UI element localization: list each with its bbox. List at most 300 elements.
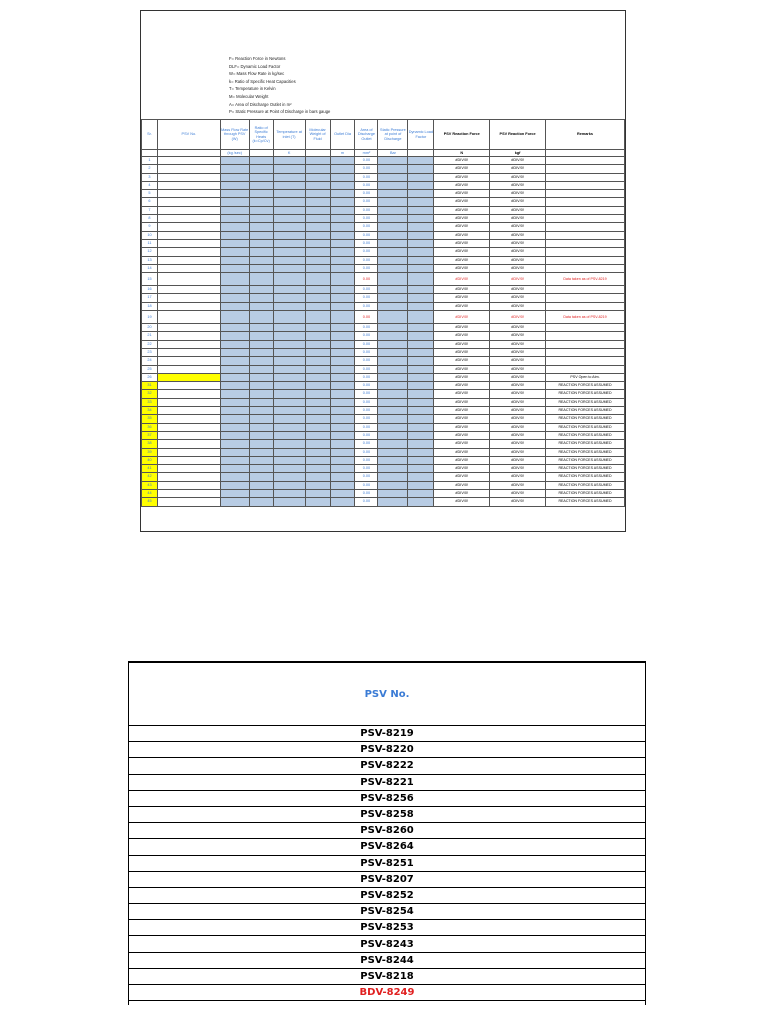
dlf-cell[interactable] <box>408 231 434 239</box>
dlf-cell[interactable] <box>408 473 434 481</box>
molecular-weight-cell[interactable] <box>305 357 330 365</box>
ratio-cell[interactable] <box>249 473 273 481</box>
ratio-cell[interactable] <box>249 190 273 198</box>
molecular-weight-cell[interactable] <box>305 286 330 294</box>
ratio-cell[interactable] <box>249 181 273 189</box>
outlet-dia-cell[interactable] <box>330 302 355 310</box>
ratio-cell[interactable] <box>249 423 273 431</box>
pressure-cell[interactable] <box>378 348 408 356</box>
ratio-cell[interactable] <box>249 302 273 310</box>
molecular-weight-cell[interactable] <box>305 173 330 181</box>
pressure-cell[interactable] <box>378 398 408 406</box>
mass-flow-cell[interactable] <box>220 248 249 256</box>
dlf-cell[interactable] <box>408 465 434 473</box>
outlet-dia-cell[interactable] <box>330 256 355 264</box>
outlet-dia-cell[interactable] <box>330 273 355 286</box>
outlet-dia-cell[interactable] <box>330 239 355 247</box>
ratio-cell[interactable] <box>249 465 273 473</box>
psv-cell[interactable] <box>157 398 220 406</box>
outlet-dia-cell[interactable] <box>330 473 355 481</box>
psv-cell[interactable] <box>157 440 220 448</box>
temperature-cell[interactable] <box>273 215 305 223</box>
temperature-cell[interactable] <box>273 294 305 302</box>
psv-cell[interactable] <box>157 231 220 239</box>
dlf-cell[interactable] <box>408 248 434 256</box>
ratio-cell[interactable] <box>249 215 273 223</box>
mass-flow-cell[interactable] <box>220 465 249 473</box>
dlf-cell[interactable] <box>408 206 434 214</box>
psv-cell[interactable] <box>157 302 220 310</box>
mass-flow-cell[interactable] <box>220 181 249 189</box>
pressure-cell[interactable] <box>378 390 408 398</box>
temperature-cell[interactable] <box>273 481 305 489</box>
pressure-cell[interactable] <box>378 431 408 439</box>
temperature-cell[interactable] <box>273 286 305 294</box>
outlet-dia-cell[interactable] <box>330 332 355 340</box>
molecular-weight-cell[interactable] <box>305 311 330 324</box>
outlet-dia-cell[interactable] <box>330 390 355 398</box>
dlf-cell[interactable] <box>408 190 434 198</box>
psv-cell[interactable] <box>157 273 220 286</box>
temperature-cell[interactable] <box>273 165 305 173</box>
molecular-weight-cell[interactable] <box>305 273 330 286</box>
temperature-cell[interactable] <box>273 256 305 264</box>
mass-flow-cell[interactable] <box>220 498 249 506</box>
outlet-dia-cell[interactable] <box>330 340 355 348</box>
temperature-cell[interactable] <box>273 190 305 198</box>
psv-cell[interactable] <box>157 165 220 173</box>
pressure-cell[interactable] <box>378 206 408 214</box>
mass-flow-cell[interactable] <box>220 357 249 365</box>
mass-flow-cell[interactable] <box>220 348 249 356</box>
temperature-cell[interactable] <box>273 498 305 506</box>
dlf-cell[interactable] <box>408 181 434 189</box>
psv-cell[interactable] <box>157 431 220 439</box>
outlet-dia-cell[interactable] <box>330 173 355 181</box>
temperature-cell[interactable] <box>273 448 305 456</box>
mass-flow-cell[interactable] <box>220 365 249 373</box>
psv-cell[interactable] <box>157 173 220 181</box>
psv-cell[interactable] <box>157 340 220 348</box>
pressure-cell[interactable] <box>378 448 408 456</box>
molecular-weight-cell[interactable] <box>305 294 330 302</box>
dlf-cell[interactable] <box>408 198 434 206</box>
dlf-cell[interactable] <box>408 324 434 332</box>
psv-cell[interactable] <box>157 215 220 223</box>
ratio-cell[interactable] <box>249 357 273 365</box>
psv-cell[interactable] <box>157 489 220 497</box>
psv-cell[interactable] <box>157 264 220 272</box>
ratio-cell[interactable] <box>249 390 273 398</box>
temperature-cell[interactable] <box>273 223 305 231</box>
pressure-cell[interactable] <box>378 340 408 348</box>
pressure-cell[interactable] <box>378 264 408 272</box>
molecular-weight-cell[interactable] <box>305 407 330 415</box>
mass-flow-cell[interactable] <box>220 231 249 239</box>
mass-flow-cell[interactable] <box>220 190 249 198</box>
molecular-weight-cell[interactable] <box>305 456 330 464</box>
mass-flow-cell[interactable] <box>220 273 249 286</box>
temperature-cell[interactable] <box>273 239 305 247</box>
dlf-cell[interactable] <box>408 286 434 294</box>
temperature-cell[interactable] <box>273 231 305 239</box>
temperature-cell[interactable] <box>273 465 305 473</box>
dlf-cell[interactable] <box>408 215 434 223</box>
temperature-cell[interactable] <box>273 348 305 356</box>
psv-cell[interactable] <box>157 294 220 302</box>
temperature-cell[interactable] <box>273 311 305 324</box>
dlf-cell[interactable] <box>408 264 434 272</box>
mass-flow-cell[interactable] <box>220 215 249 223</box>
mass-flow-cell[interactable] <box>220 294 249 302</box>
outlet-dia-cell[interactable] <box>330 231 355 239</box>
temperature-cell[interactable] <box>273 415 305 423</box>
ratio-cell[interactable] <box>249 223 273 231</box>
molecular-weight-cell[interactable] <box>305 448 330 456</box>
temperature-cell[interactable] <box>273 382 305 390</box>
pressure-cell[interactable] <box>378 357 408 365</box>
ratio-cell[interactable] <box>249 157 273 165</box>
psv-cell[interactable] <box>157 498 220 506</box>
dlf-cell[interactable] <box>408 498 434 506</box>
outlet-dia-cell[interactable] <box>330 206 355 214</box>
mass-flow-cell[interactable] <box>220 382 249 390</box>
mass-flow-cell[interactable] <box>220 264 249 272</box>
ratio-cell[interactable] <box>249 273 273 286</box>
molecular-weight-cell[interactable] <box>305 373 330 381</box>
ratio-cell[interactable] <box>249 294 273 302</box>
psv-cell[interactable] <box>157 373 220 381</box>
outlet-dia-cell[interactable] <box>330 498 355 506</box>
dlf-cell[interactable] <box>408 165 434 173</box>
outlet-dia-cell[interactable] <box>330 294 355 302</box>
temperature-cell[interactable] <box>273 173 305 181</box>
dlf-cell[interactable] <box>408 173 434 181</box>
pressure-cell[interactable] <box>378 231 408 239</box>
mass-flow-cell[interactable] <box>220 390 249 398</box>
dlf-cell[interactable] <box>408 407 434 415</box>
mass-flow-cell[interactable] <box>220 373 249 381</box>
mass-flow-cell[interactable] <box>220 256 249 264</box>
dlf-cell[interactable] <box>408 481 434 489</box>
outlet-dia-cell[interactable] <box>330 181 355 189</box>
mass-flow-cell[interactable] <box>220 311 249 324</box>
ratio-cell[interactable] <box>249 489 273 497</box>
ratio-cell[interactable] <box>249 481 273 489</box>
mass-flow-cell[interactable] <box>220 173 249 181</box>
temperature-cell[interactable] <box>273 473 305 481</box>
temperature-cell[interactable] <box>273 302 305 310</box>
psv-cell[interactable] <box>157 481 220 489</box>
outlet-dia-cell[interactable] <box>330 248 355 256</box>
molecular-weight-cell[interactable] <box>305 423 330 431</box>
pressure-cell[interactable] <box>378 311 408 324</box>
pressure-cell[interactable] <box>378 190 408 198</box>
pressure-cell[interactable] <box>378 407 408 415</box>
ratio-cell[interactable] <box>249 373 273 381</box>
dlf-cell[interactable] <box>408 398 434 406</box>
pressure-cell[interactable] <box>378 198 408 206</box>
ratio-cell[interactable] <box>249 382 273 390</box>
dlf-cell[interactable] <box>408 223 434 231</box>
dlf-cell[interactable] <box>408 239 434 247</box>
temperature-cell[interactable] <box>273 198 305 206</box>
molecular-weight-cell[interactable] <box>305 198 330 206</box>
ratio-cell[interactable] <box>249 332 273 340</box>
ratio-cell[interactable] <box>249 365 273 373</box>
molecular-weight-cell[interactable] <box>305 206 330 214</box>
pressure-cell[interactable] <box>378 157 408 165</box>
psv-cell[interactable] <box>157 407 220 415</box>
outlet-dia-cell[interactable] <box>330 157 355 165</box>
temperature-cell[interactable] <box>273 407 305 415</box>
psv-cell[interactable] <box>157 332 220 340</box>
mass-flow-cell[interactable] <box>220 415 249 423</box>
mass-flow-cell[interactable] <box>220 440 249 448</box>
outlet-dia-cell[interactable] <box>330 398 355 406</box>
ratio-cell[interactable] <box>249 340 273 348</box>
psv-cell[interactable] <box>157 223 220 231</box>
ratio-cell[interactable] <box>249 348 273 356</box>
dlf-cell[interactable] <box>408 365 434 373</box>
psv-cell[interactable] <box>157 348 220 356</box>
pressure-cell[interactable] <box>378 248 408 256</box>
pressure-cell[interactable] <box>378 256 408 264</box>
psv-cell[interactable] <box>157 256 220 264</box>
dlf-cell[interactable] <box>408 157 434 165</box>
molecular-weight-cell[interactable] <box>305 390 330 398</box>
mass-flow-cell[interactable] <box>220 448 249 456</box>
pressure-cell[interactable] <box>378 324 408 332</box>
molecular-weight-cell[interactable] <box>305 481 330 489</box>
ratio-cell[interactable] <box>249 165 273 173</box>
pressure-cell[interactable] <box>378 215 408 223</box>
ratio-cell[interactable] <box>249 415 273 423</box>
dlf-cell[interactable] <box>408 489 434 497</box>
pressure-cell[interactable] <box>378 489 408 497</box>
mass-flow-cell[interactable] <box>220 332 249 340</box>
pressure-cell[interactable] <box>378 373 408 381</box>
ratio-cell[interactable] <box>249 198 273 206</box>
dlf-cell[interactable] <box>408 456 434 464</box>
mass-flow-cell[interactable] <box>220 206 249 214</box>
ratio-cell[interactable] <box>249 264 273 272</box>
dlf-cell[interactable] <box>408 448 434 456</box>
molecular-weight-cell[interactable] <box>305 223 330 231</box>
dlf-cell[interactable] <box>408 431 434 439</box>
psv-cell[interactable] <box>157 465 220 473</box>
temperature-cell[interactable] <box>273 423 305 431</box>
temperature-cell[interactable] <box>273 340 305 348</box>
psv-cell[interactable] <box>157 324 220 332</box>
ratio-cell[interactable] <box>249 448 273 456</box>
outlet-dia-cell[interactable] <box>330 440 355 448</box>
pressure-cell[interactable] <box>378 382 408 390</box>
temperature-cell[interactable] <box>273 440 305 448</box>
molecular-weight-cell[interactable] <box>305 157 330 165</box>
pressure-cell[interactable] <box>378 498 408 506</box>
molecular-weight-cell[interactable] <box>305 398 330 406</box>
outlet-dia-cell[interactable] <box>330 431 355 439</box>
dlf-cell[interactable] <box>408 294 434 302</box>
temperature-cell[interactable] <box>273 157 305 165</box>
dlf-cell[interactable] <box>408 256 434 264</box>
outlet-dia-cell[interactable] <box>330 448 355 456</box>
ratio-cell[interactable] <box>249 407 273 415</box>
ratio-cell[interactable] <box>249 286 273 294</box>
outlet-dia-cell[interactable] <box>330 324 355 332</box>
pressure-cell[interactable] <box>378 173 408 181</box>
mass-flow-cell[interactable] <box>220 340 249 348</box>
psv-cell[interactable] <box>157 473 220 481</box>
temperature-cell[interactable] <box>273 248 305 256</box>
ratio-cell[interactable] <box>249 456 273 464</box>
outlet-dia-cell[interactable] <box>330 423 355 431</box>
molecular-weight-cell[interactable] <box>305 332 330 340</box>
molecular-weight-cell[interactable] <box>305 302 330 310</box>
pressure-cell[interactable] <box>378 456 408 464</box>
dlf-cell[interactable] <box>408 332 434 340</box>
outlet-dia-cell[interactable] <box>330 165 355 173</box>
molecular-weight-cell[interactable] <box>305 431 330 439</box>
ratio-cell[interactable] <box>249 431 273 439</box>
psv-cell[interactable] <box>157 423 220 431</box>
outlet-dia-cell[interactable] <box>330 489 355 497</box>
pressure-cell[interactable] <box>378 423 408 431</box>
ratio-cell[interactable] <box>249 398 273 406</box>
pressure-cell[interactable] <box>378 415 408 423</box>
mass-flow-cell[interactable] <box>220 302 249 310</box>
molecular-weight-cell[interactable] <box>305 248 330 256</box>
ratio-cell[interactable] <box>249 498 273 506</box>
dlf-cell[interactable] <box>408 273 434 286</box>
outlet-dia-cell[interactable] <box>330 223 355 231</box>
temperature-cell[interactable] <box>273 398 305 406</box>
pressure-cell[interactable] <box>378 440 408 448</box>
pressure-cell[interactable] <box>378 286 408 294</box>
temperature-cell[interactable] <box>273 390 305 398</box>
temperature-cell[interactable] <box>273 264 305 272</box>
psv-cell[interactable] <box>157 206 220 214</box>
mass-flow-cell[interactable] <box>220 324 249 332</box>
dlf-cell[interactable] <box>408 302 434 310</box>
temperature-cell[interactable] <box>273 357 305 365</box>
psv-cell[interactable] <box>157 248 220 256</box>
dlf-cell[interactable] <box>408 348 434 356</box>
molecular-weight-cell[interactable] <box>305 256 330 264</box>
dlf-cell[interactable] <box>408 311 434 324</box>
mass-flow-cell[interactable] <box>220 223 249 231</box>
molecular-weight-cell[interactable] <box>305 473 330 481</box>
temperature-cell[interactable] <box>273 431 305 439</box>
pressure-cell[interactable] <box>378 302 408 310</box>
dlf-cell[interactable] <box>408 415 434 423</box>
pressure-cell[interactable] <box>378 165 408 173</box>
molecular-weight-cell[interactable] <box>305 264 330 272</box>
pressure-cell[interactable] <box>378 223 408 231</box>
molecular-weight-cell[interactable] <box>305 165 330 173</box>
outlet-dia-cell[interactable] <box>330 190 355 198</box>
temperature-cell[interactable] <box>273 273 305 286</box>
molecular-weight-cell[interactable] <box>305 348 330 356</box>
pressure-cell[interactable] <box>378 465 408 473</box>
ratio-cell[interactable] <box>249 206 273 214</box>
psv-cell[interactable] <box>157 365 220 373</box>
outlet-dia-cell[interactable] <box>330 215 355 223</box>
outlet-dia-cell[interactable] <box>330 373 355 381</box>
molecular-weight-cell[interactable] <box>305 324 330 332</box>
mass-flow-cell[interactable] <box>220 239 249 247</box>
ratio-cell[interactable] <box>249 231 273 239</box>
temperature-cell[interactable] <box>273 181 305 189</box>
temperature-cell[interactable] <box>273 206 305 214</box>
mass-flow-cell[interactable] <box>220 407 249 415</box>
dlf-cell[interactable] <box>408 382 434 390</box>
molecular-weight-cell[interactable] <box>305 231 330 239</box>
molecular-weight-cell[interactable] <box>305 181 330 189</box>
dlf-cell[interactable] <box>408 373 434 381</box>
mass-flow-cell[interactable] <box>220 198 249 206</box>
molecular-weight-cell[interactable] <box>305 382 330 390</box>
psv-cell[interactable] <box>157 311 220 324</box>
pressure-cell[interactable] <box>378 332 408 340</box>
pressure-cell[interactable] <box>378 294 408 302</box>
temperature-cell[interactable] <box>273 456 305 464</box>
psv-cell[interactable] <box>157 357 220 365</box>
molecular-weight-cell[interactable] <box>305 489 330 497</box>
psv-cell[interactable] <box>157 286 220 294</box>
molecular-weight-cell[interactable] <box>305 215 330 223</box>
mass-flow-cell[interactable] <box>220 157 249 165</box>
outlet-dia-cell[interactable] <box>330 198 355 206</box>
psv-cell[interactable] <box>157 239 220 247</box>
molecular-weight-cell[interactable] <box>305 498 330 506</box>
molecular-weight-cell[interactable] <box>305 190 330 198</box>
pressure-cell[interactable] <box>378 481 408 489</box>
molecular-weight-cell[interactable] <box>305 415 330 423</box>
psv-cell[interactable] <box>157 448 220 456</box>
psv-cell[interactable] <box>157 157 220 165</box>
temperature-cell[interactable] <box>273 489 305 497</box>
mass-flow-cell[interactable] <box>220 165 249 173</box>
psv-cell[interactable] <box>157 415 220 423</box>
mass-flow-cell[interactable] <box>220 473 249 481</box>
psv-cell[interactable] <box>157 390 220 398</box>
temperature-cell[interactable] <box>273 365 305 373</box>
dlf-cell[interactable] <box>408 440 434 448</box>
outlet-dia-cell[interactable] <box>330 365 355 373</box>
molecular-weight-cell[interactable] <box>305 440 330 448</box>
outlet-dia-cell[interactable] <box>330 465 355 473</box>
pressure-cell[interactable] <box>378 239 408 247</box>
psv-cell[interactable] <box>157 456 220 464</box>
mass-flow-cell[interactable] <box>220 423 249 431</box>
outlet-dia-cell[interactable] <box>330 481 355 489</box>
mass-flow-cell[interactable] <box>220 286 249 294</box>
temperature-cell[interactable] <box>273 324 305 332</box>
molecular-weight-cell[interactable] <box>305 365 330 373</box>
mass-flow-cell[interactable] <box>220 398 249 406</box>
ratio-cell[interactable] <box>249 173 273 181</box>
temperature-cell[interactable] <box>273 373 305 381</box>
mass-flow-cell[interactable] <box>220 431 249 439</box>
psv-cell[interactable] <box>157 198 220 206</box>
ratio-cell[interactable] <box>249 248 273 256</box>
molecular-weight-cell[interactable] <box>305 340 330 348</box>
outlet-dia-cell[interactable] <box>330 382 355 390</box>
outlet-dia-cell[interactable] <box>330 415 355 423</box>
pressure-cell[interactable] <box>378 181 408 189</box>
